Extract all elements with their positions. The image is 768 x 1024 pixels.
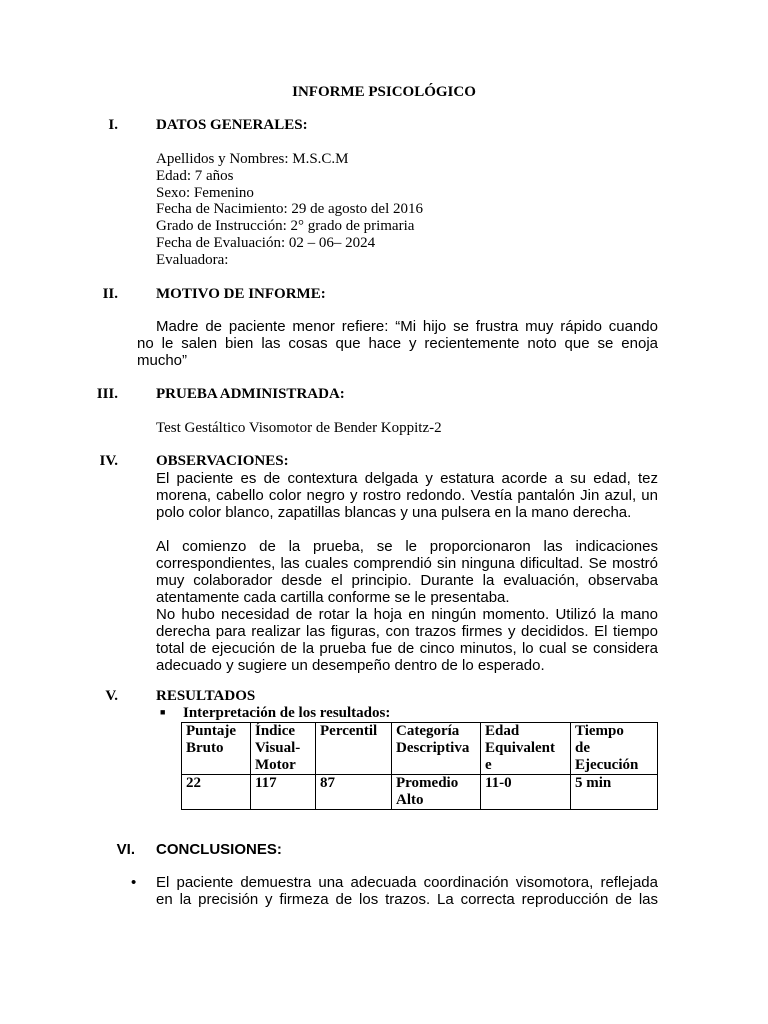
conclusiones-line-2: en la precisión y firmeza de los trazos. La correcta reproducción de las <box>156 891 658 908</box>
results-table-header-row <box>182 723 658 775</box>
motivo-paragraph <box>137 318 658 369</box>
results-table <box>181 722 658 810</box>
section-3-heading: PRUEBA ADMINISTRADA: <box>156 386 345 402</box>
section-6-heading: CONCLUSIONES: <box>156 841 282 858</box>
header-edad-equivalente: Edad Equivalent e <box>481 723 571 775</box>
results-table-data-row <box>182 775 658 810</box>
prueba-name: Test Gestáltico Visomotor de Bender Koppitz-2 <box>156 420 442 436</box>
conclusiones-bullet-1 <box>156 874 658 908</box>
cell-categoria-descriptiva: Promedio Alto <box>392 775 481 810</box>
header-indice-visual-motor: Índice Visual- Motor <box>251 723 316 775</box>
header-percentil: Percentil <box>316 723 392 775</box>
cell-puntaje-bruto: 22 <box>182 775 251 810</box>
motivo-line-3: mucho” <box>137 352 188 369</box>
datos-generales-list <box>156 151 423 269</box>
datos-edad: Edad: 7 años <box>156 167 234 184</box>
header-puntaje-bruto: Puntaje Bruto <box>182 723 251 775</box>
datos-fecha-evaluacion: Fecha de Evaluación: 02 – 06– 2024 <box>156 234 376 251</box>
bullet-dot-icon: • <box>131 874 137 891</box>
observaciones-paragraph-2: Al comienzo de la prueba, se le proporcionaron las indicaciones correspondientes, las cuales comprendió sin ninguna dificultad. Se mostró muy colaborador desde el principio. Durante la evaluación, observaba atentamente cada cartilla conforme se le presentaba. <box>156 538 658 606</box>
header-tiempo-ejecucion: Tiempo de Ejecución <box>571 723 658 775</box>
section-1-numeral: I. <box>108 117 118 133</box>
section-1-heading: DATOS GENERALES: <box>156 117 308 133</box>
datos-evaluadora: Evaluadora: <box>156 251 229 268</box>
observaciones-block <box>156 470 658 674</box>
section-2-numeral: II. <box>102 286 118 302</box>
motivo-line-2: no le salen bien las cosas que hace y recientemente noto que se enoja <box>137 335 658 352</box>
observaciones-paragraph-3: No hubo necesidad de rotar la hoja en ningún momento. Utilizó la mano derecha para realizar las figuras, con trazos firmes y decididos. El tiempo total de ejecución de la prueba fue de cinco minutos, lo cual se considera adecuado y sugiere un desempeño dentro de lo esperado. <box>156 606 658 674</box>
section-4-heading: OBSERVACIONES: <box>156 453 289 469</box>
resultados-subheading: Interpretación de los resultados: <box>183 705 391 721</box>
document-title: INFORME PSICOLÓGICO <box>292 84 476 100</box>
datos-nombres: Apellidos y Nombres: M.S.C.M <box>156 151 349 167</box>
cell-indice-visual-motor: 117 <box>251 775 316 810</box>
section-4-numeral: IV. <box>99 453 118 469</box>
section-5-numeral: V. <box>105 688 118 704</box>
cell-edad-equivalente: 11-0 <box>481 775 571 810</box>
square-bullet-icon: ■ <box>160 707 166 717</box>
datos-grado-instruccion: Grado de Instrucción: 2° grado de primaria <box>156 218 415 235</box>
section-2-heading: MOTIVO DE INFORME: <box>156 286 326 302</box>
motivo-line-1: Madre de paciente menor refiere: “Mi hijo se frustra muy rápido cuando <box>156 318 658 335</box>
datos-sexo: Sexo: Femenino <box>156 184 254 201</box>
header-categoria-descriptiva: Categoría Descriptiva <box>392 723 481 775</box>
section-5-heading: RESULTADOS <box>156 688 256 704</box>
conclusiones-line-1: El paciente demuestra una adecuada coordinación visomotora, reflejada <box>156 874 658 891</box>
datos-fecha-nacimiento: Fecha de Nacimiento: 29 de agosto del 2016 <box>156 201 424 218</box>
section-6-numeral: VI. <box>116 841 135 858</box>
section-3-numeral: III. <box>96 386 118 402</box>
cell-percentil: 87 <box>316 775 392 810</box>
observaciones-paragraph-1: El paciente es de contextura delgada y estatura acorde a su edad, tez morena, cabello color negro y rostro redondo. Vestía pantalón Jin azul, un polo color blanco, zapatillas blancas y una pulsera en la mano derecha. <box>156 470 658 521</box>
cell-tiempo-ejecucion: 5 min <box>571 775 658 810</box>
